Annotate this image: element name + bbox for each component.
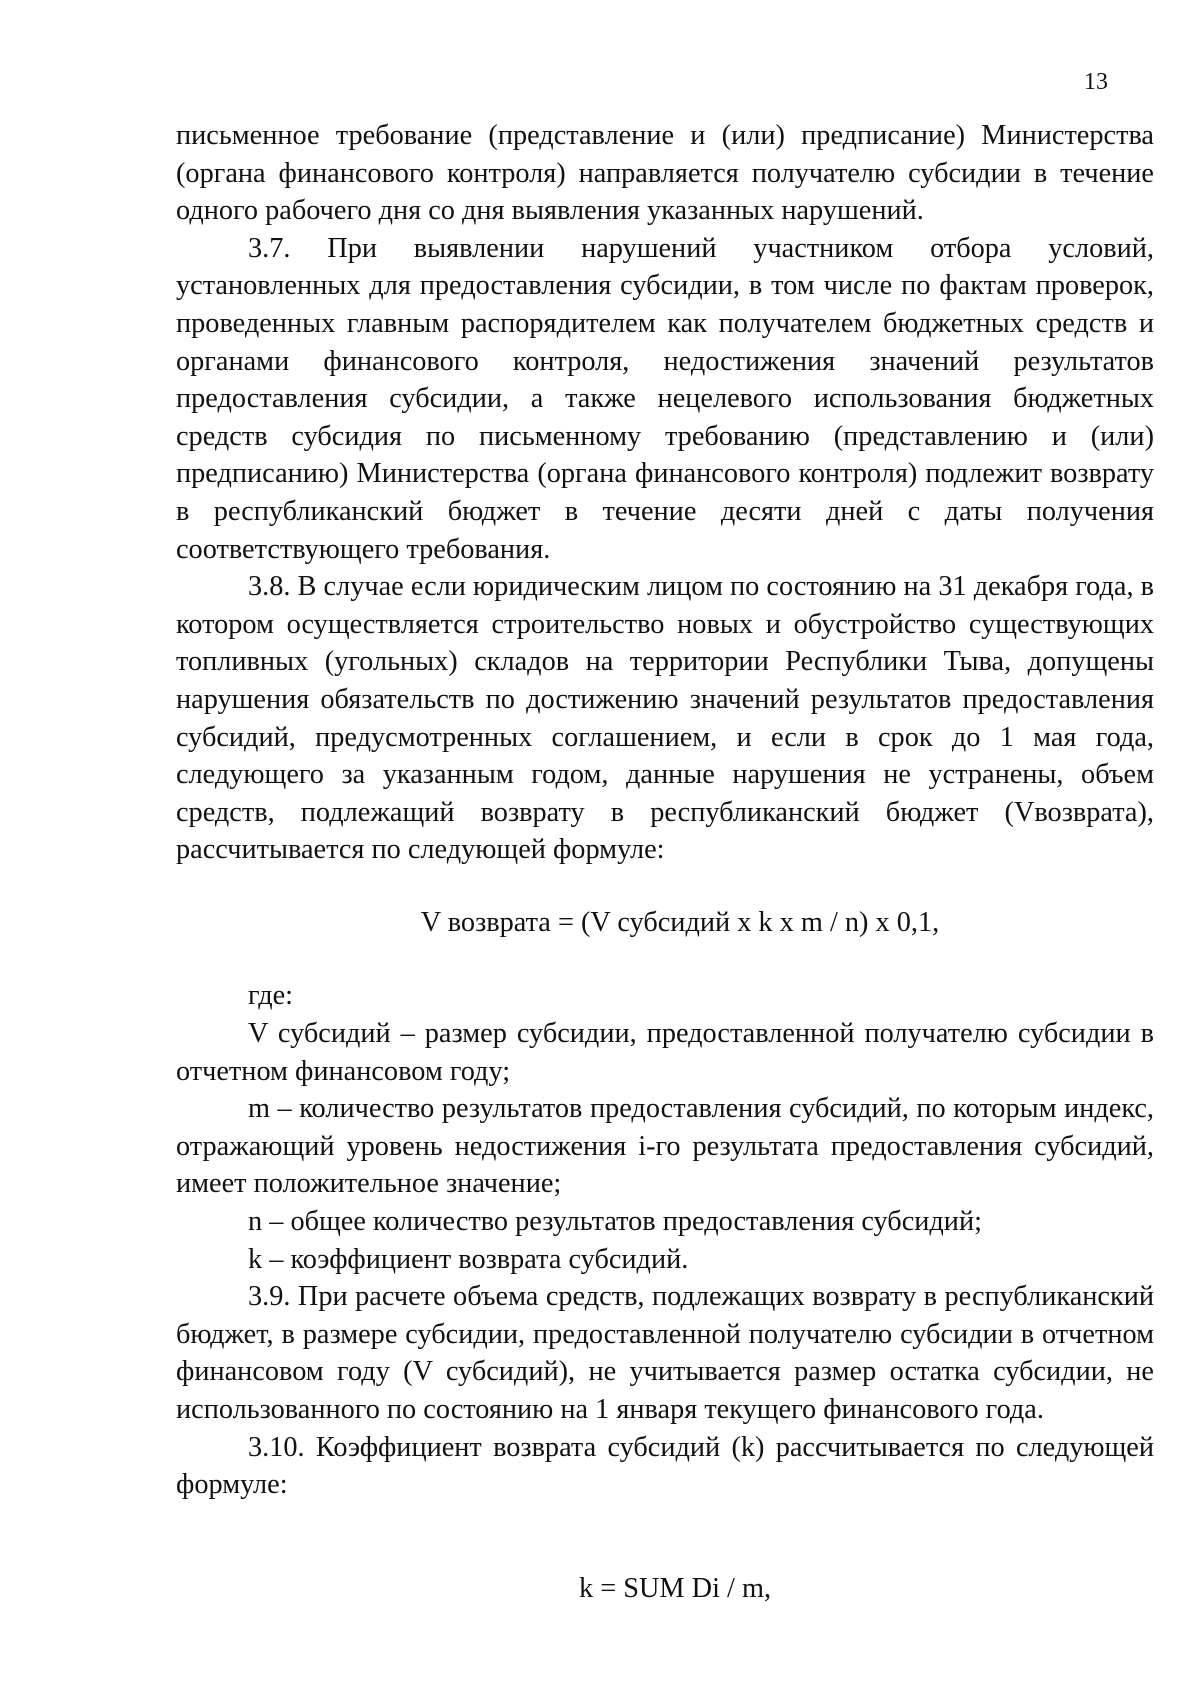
definition-n: n – общее количество результатов предоставления субсидий; <box>248 1206 982 1238</box>
document-body <box>176 117 1154 1607</box>
definition-v-subsidies: V субсидий – размер субсидии, предоставленной получателю субсидии в отчетном финансовом году; <box>176 1018 1154 1087</box>
paragraph-continuation: письменное требование (представление и (или) предписание) Министерства (органа финансового контроля) направляется получателю субсидии в течение одного рабочего дня со дня выявления указанных нарушений. <box>176 120 1154 227</box>
paragraph-3-8: 3.8. В случае если юридическим лицом по состоянию на 31 декабря года, в котором осуществляется строительство новых и обустройство существующих топливных (угольных) складов на территории Республики Тыва, допущены нарушения обязательств по достижению значений результатов предоставления субсидий, предусмотренных соглашением, и если в срок до 1 мая года, следующего за указанным годом, данные нарушения не устранены, объем средств, подлежащий возврату в республиканский бюджет (Vвозврата), рассчитывается по следующей формуле: <box>176 571 1154 866</box>
page-number: 13 <box>1084 69 1108 95</box>
paragraph-3-9: 3.9. При расчете объема средств, подлежащих возврату в республиканский бюджет, в размере субсидии, предоставленной получателю субсидии в отчетном финансовом году (V субсидий), не учитывается размер остатка субсидии, не использованного по состоянию на 1 января текущего финансового года. <box>176 1281 1154 1425</box>
definition-m: m – количество результатов предоставления субсидий, по которым индекс, отражающий уровень недостижения i-го результата предоставления субсидий, имеет положительное значение; <box>176 1093 1154 1200</box>
formula-return-volume: V возврата = (V субсидий х k х m / n) х 0,1, <box>420 906 940 938</box>
paragraph-3-7: 3.7. При выявлении нарушений участником отбора условий, установленных для предоставления субсидии, в том числе по фактам проверок, проведенных главным распорядителем как получателем бюджетных средств и органами финансового контроля, недостижения значений результатов предоставления субсидии, а также нецелевого использования бюджетных средств субсидия по письменному требованию (представлению и (или) предписанию) Министерства (органа финансового контроля) подлежит возврату в республиканский бюджет в течение десяти дней с даты получения соответствующего требования. <box>176 232 1154 565</box>
paragraph-3-10: 3.10. Коэффициент возврата субсидий (k) рассчитывается по следующей формуле: <box>176 1431 1154 1501</box>
formula-return-coefficient: k = SUM Di / m, <box>578 1572 772 1604</box>
definition-k: k – коэффициент возврата субсидий. <box>248 1243 689 1275</box>
where-label: где: <box>248 980 294 1012</box>
